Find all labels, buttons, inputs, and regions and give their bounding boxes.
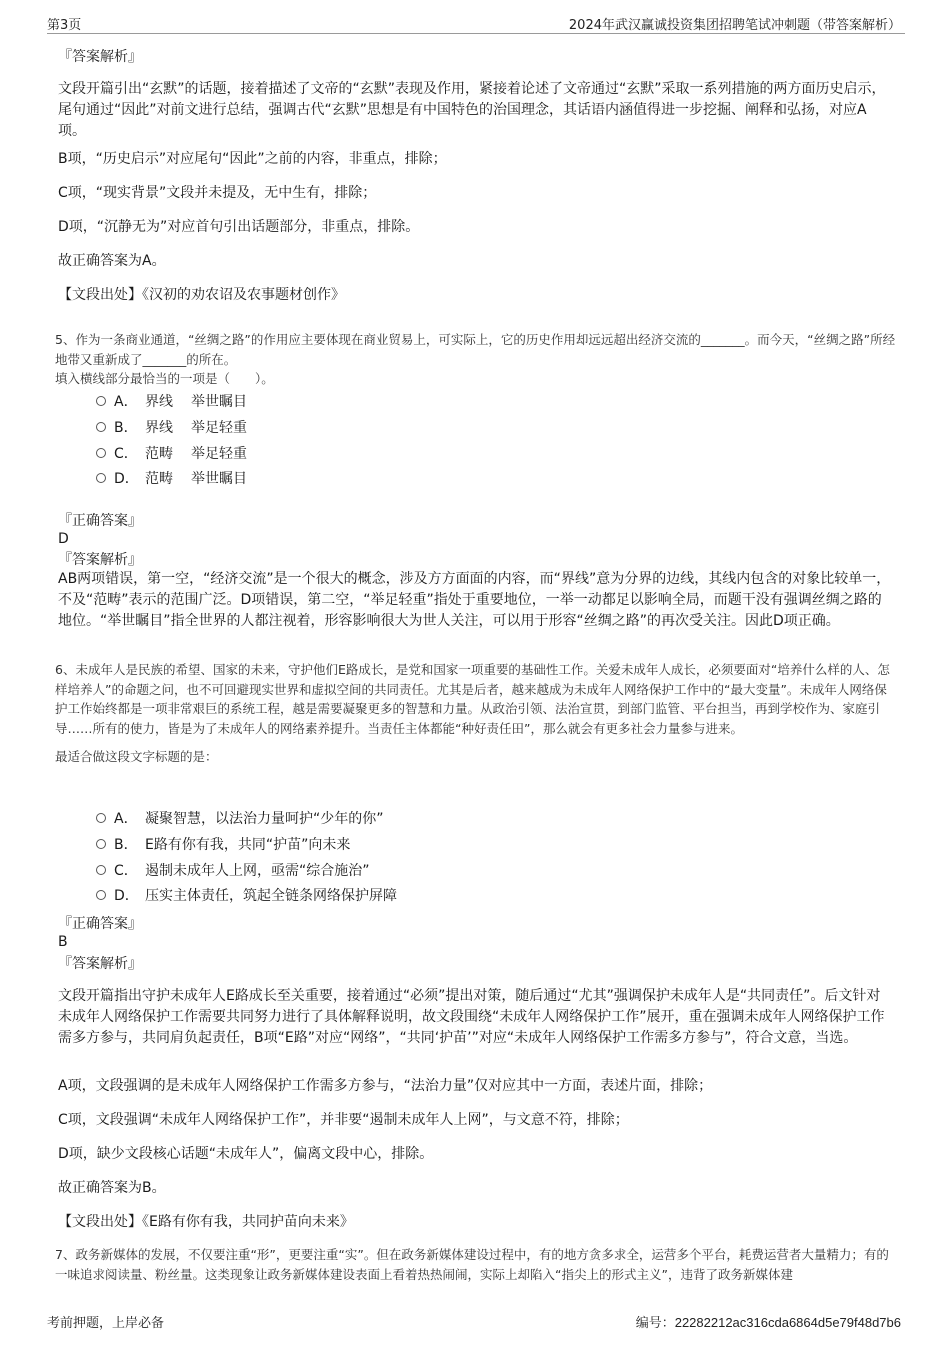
radio-button-icon[interactable] xyxy=(96,839,106,849)
q6-analysis-label: 『答案解析』 xyxy=(58,956,142,972)
option-word-2: 举足轻重 xyxy=(191,446,247,462)
option-text: 压实主体责任，筑起全链条网络保护屏障 xyxy=(145,888,397,904)
option-word-1: 范畴 xyxy=(145,446,173,462)
q5-option-d[interactable] xyxy=(96,469,247,489)
option-letter: D． xyxy=(114,888,139,904)
q4-analysis-label: 『答案解析』 xyxy=(58,49,142,65)
q6-option-c[interactable] xyxy=(96,861,370,881)
option-text: E路有你有我，共同“护苗”向未来 xyxy=(145,837,351,853)
radio-button-icon[interactable] xyxy=(96,473,106,483)
radio-button-icon[interactable] xyxy=(96,813,106,823)
option-letter: D． xyxy=(114,471,139,487)
q6-option-a[interactable] xyxy=(96,809,384,829)
q5-answer: D xyxy=(58,531,69,547)
option-letter: B． xyxy=(114,420,138,436)
radio-button-icon[interactable] xyxy=(96,890,106,900)
q6-instruction: 最适合做这段文字标题的是： xyxy=(55,749,218,764)
radio-button-icon[interactable] xyxy=(96,396,106,406)
option-word-1: 范畴 xyxy=(145,471,173,487)
option-word-2: 举世瞩目 xyxy=(191,471,247,487)
page-number: 第3页 xyxy=(47,18,82,33)
option-letter: A． xyxy=(114,394,138,410)
radio-button-icon[interactable] xyxy=(96,422,106,432)
option-word-2: 举世瞩目 xyxy=(191,394,247,410)
q4-conclusion: 故正确答案为A。 xyxy=(58,253,166,269)
option-letter: A． xyxy=(114,811,138,827)
q5-option-a[interactable] xyxy=(96,392,247,412)
q6-source: 【文段出处】《E路有你有我，共同护苗向未来》 xyxy=(58,1214,354,1230)
radio-button-icon[interactable] xyxy=(96,865,106,875)
document-code xyxy=(636,1312,901,1331)
option-word-1: 界线 xyxy=(145,420,173,436)
page-header xyxy=(47,14,905,34)
q5-option-b[interactable] xyxy=(96,418,247,438)
code-label: 编号： xyxy=(635,1316,675,1331)
q6-option-d[interactable] xyxy=(96,886,397,906)
option-text: 遏制未成年人上网，亟需“综合施治” xyxy=(145,863,370,879)
option-letter: C． xyxy=(114,863,138,879)
footer-slogan: 考前押题，上岸必备 xyxy=(47,1316,165,1331)
q5-stem: 5、作为一条商业通道，“丝绸之路”的作用应主要体现在商业贸易上，可实际上，它的历史作用却远远超出经济交流的_______。而今天，“丝绸之路”所经地带又重新成了_______的所在。 xyxy=(55,332,896,367)
page-footer xyxy=(47,1312,905,1332)
q5-analysis-text: AB两项错误，第一空，“经济交流”是一个很大的概念，涉及方方面面的内容，而“界线”意为分界的边线，其线内包含的对象比较单一，不及“范畴”表示的范围广泛。D项错误，第二空，“举足轻重”指处于重要地位，一举一动都足以影响全局，而题干没有强调丝绸之路的地位。“举世瞩目”指全世界的人都注视着，形容影响很大为世人关注，可以用于形容“丝绸之路”的再次受关注。因此D项正确。 xyxy=(58,571,891,629)
option-text: 凝聚智慧，以法治力量呵护“少年的你” xyxy=(145,811,384,827)
q6-analysis-text: 文段开篇指出守护未成年人E路成长至关重要，接着通过“必须”提出对策，随后通过“尤其”强调保护未成年人是“共同责任”。后文针对未成年人网络保护工作需要共同努力进行了具体解释说明，故文段围绕“未成年人网络保护工作”展开，重在强调未成年人网络保护工作需多方参与，共同肩负起责任，B项“E路”对应“网络”，“共同‘护苗’”对应“未成年人网络保护工作需多方参与”，符合文意，当选。 xyxy=(58,988,885,1046)
q6-option-d-note: D项，缺少文段核心话题“未成年人”，偏离文段中心，排除。 xyxy=(58,1146,434,1162)
q6-stem: 6、未成年人是民族的希望、国家的未来，守护他们E路成长，是党和国家一项重要的基础性工作。关爱未成年人成长，必须要面对“培养什么样的人、怎样培养人”的命题之问，也不可回避现实世界和虚拟空间的共同责任。尤其是后者，越来越成为未成年人网络保护工作中的“最大变量”。未成年人网络保护工作始终都是一项非常艰巨的系统工程，越是需要凝聚更多的智慧和力量。从政治引领、法治宣贯，到部门监管、平台担当，再到学校作为、家庭引导……所有的使力，皆是为了未成年人的网络素养提升。当责任主体都能“种好责任田”，那么就会有更多社会力量参与进来。 xyxy=(55,662,890,736)
q6-option-b[interactable] xyxy=(96,835,350,855)
q6-conclusion: 故正确答案为B。 xyxy=(58,1180,166,1196)
q4-option-b-note: B项，“历史启示”对应尾句“因此”之前的内容，非重点，排除； xyxy=(58,151,447,167)
q4-source: 【文段出处】《汉初的劝农诏及农事题材创作》 xyxy=(58,287,345,303)
q5-option-c[interactable] xyxy=(96,444,247,464)
q6-answer-label: 『正确答案』 xyxy=(58,916,142,932)
option-letter: C． xyxy=(114,446,138,462)
option-word-1: 界线 xyxy=(145,394,173,410)
q5-analysis-label: 『答案解析』 xyxy=(58,552,142,568)
q6-answer: B xyxy=(58,934,68,950)
document-title: 2024年武汉赢诚投资集团招聘笔试冲刺题（带答案解析） xyxy=(568,18,901,33)
code-value: 22282212ac316cda6864d5e79f48d7b6 xyxy=(674,1315,901,1330)
q6-option-a-note: A项，文段强调的是未成年人网络保护工作需多方参与，“法治力量”仅对应其中一方面，表述片面，排除； xyxy=(58,1078,713,1094)
header-divider xyxy=(47,33,905,34)
radio-button-icon[interactable] xyxy=(96,448,106,458)
q5-answer-label: 『正确答案』 xyxy=(58,513,142,529)
q4-option-d-note: D项，“沉静无为”对应首句引出话题部分，非重点，排除。 xyxy=(58,219,420,235)
option-word-2: 举足轻重 xyxy=(191,420,247,436)
q7-stem: 7、政务新媒体的发展，不仅要注重“形”，更要注重“实”。但在政务新媒体建设过程中，有的地方贪多求全，运营多个平台，耗费运营者大量精力；有的一味追求阅读量、粉丝量。这类现象让政务新媒体建设表面上看着热热闹闹，实际上却陷入“指尖上的形式主义”，违背了政务新媒体建 xyxy=(55,1247,889,1282)
q4-analysis-text: 文段开篇引出“玄默”的话题，接着描述了文帝的“玄默”表现及作用，紧接着论述了文帝通过“玄默”采取一系列措施的两方面历史启示，尾句通过“因此”对前文进行总结，强调古代“玄默”思想是有中国特色的治国理念，其话语内涵值得进一步挖掘、阐释和弘扬，对应A项。 xyxy=(58,81,886,139)
option-letter: B． xyxy=(114,837,138,853)
q6-option-c-note: C项，文段强调“未成年人网络保护工作”，并非要“遏制未成年人上网”，与文意不符，排除； xyxy=(58,1112,629,1128)
q5-instruction: 填入横线部分最恰当的一项是（ ）。 xyxy=(55,371,274,386)
q4-option-c-note: C项，“现实背景”文段并未提及，无中生有，排除； xyxy=(58,185,377,201)
